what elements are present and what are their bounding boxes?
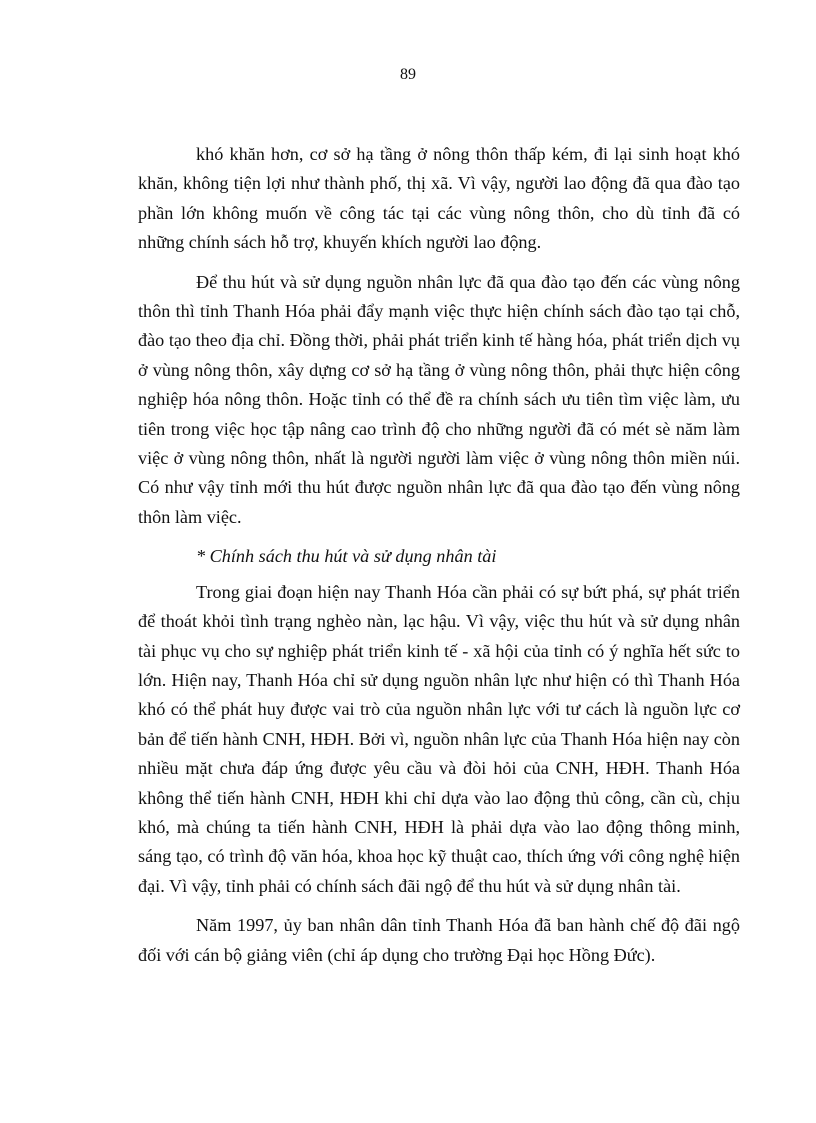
paragraph-talent-policy: Trong giai đoạn hiện nay Thanh Hóa cần phải có sự bứt phá, sự phát triển để thoát khỏi tình trạng nghèo nàn, lạc hậu. Vì vậy, việc thu hút và sử dụng nhân tài phục vụ cho sự nghiệp phát triển kinh tế - xã hội của tỉnh có ý nghĩa hết sức to lớn. Hiện nay, Thanh Hóa chỉ sử dụng nguồn nhân lực như hiện có thì Thanh Hóa khó có thể phát huy được vai trò của nguồn nhân lực với tư cách là nguồn lực cơ bản để tiến hành CNH, HĐH. Bởi vì, nguồn nhân lực của Thanh Hóa hiện nay còn nhiều mặt chưa đáp ứng được yêu cầu và đòi hỏi của CNH, HĐH. Thanh Hóa không thể tiến hành CNH, HĐH khi chỉ dựa vào lao động thủ công, cần cù, chịu khó, mà chúng ta tiến hành CNH, HĐH là phải dựa vào lao động thông minh, sáng tạo, có trình độ văn hóa, khoa học kỹ thuật cao, thích ứng với công nghệ hiện đại. Vì vậy, tỉnh phải có chính sách đãi ngộ để thu hút và sử dụng nhân tài. (138, 581, 740, 896)
paragraph-continuation: khó khăn hơn, cơ sở hạ tầng ở nông thôn thấp kém, đi lại sinh hoạt khó khăn, không tiện lợi như thành phố, thị xã. Vì vậy, người lao động đã qua đào tạo phần lớn không muốn về công tác tại các vùng nông thôn, cho dù tỉnh đã có những chính sách hỗ trợ, khuyến khích người lao động. (138, 144, 740, 253)
page-number: 89 (400, 66, 416, 83)
document-body (138, 140, 740, 980)
paragraph-rural-workforce: Để thu hút và sử dụng nguồn nhân lực đã qua đào tạo đến các vùng nông thôn thì tỉnh Thanh Hóa phải đẩy mạnh việc thực hiện chính sách đào tạo tại chỗ, đào tạo theo địa chỉ. Đồng thời, phải phát triển kinh tế hàng hóa, phát triển dịch vụ ở vùng nông thôn, xây dựng cơ sở hạ tầng ở vùng nông thôn, phải thực hiện công nghiệp hóa nông thôn. Hoặc tỉnh có thể đề ra chính sách ưu tiên tìm việc làm, ưu tiên trong việc học tập nâng cao trình độ cho những người đã có mét sè năm làm việc ở vùng nông thôn, nhất là người người làm việc ở vùng nông thôn miền núi. Có như vậy tỉnh mới thu hút được nguồn nhân lực đã qua đào tạo đến vùng nông thôn làm việc. (138, 271, 740, 527)
paragraph-1997-decision: Năm 1997, ủy ban nhân dân tỉnh Thanh Hóa đã ban hành chế độ đãi ngộ đối với cán bộ giảng viên (chỉ áp dụng cho trường Đại học Hồng Đức). (138, 915, 740, 965)
section-heading: * Chính sách thu hút và sử dụng nhân tài (196, 546, 497, 567)
